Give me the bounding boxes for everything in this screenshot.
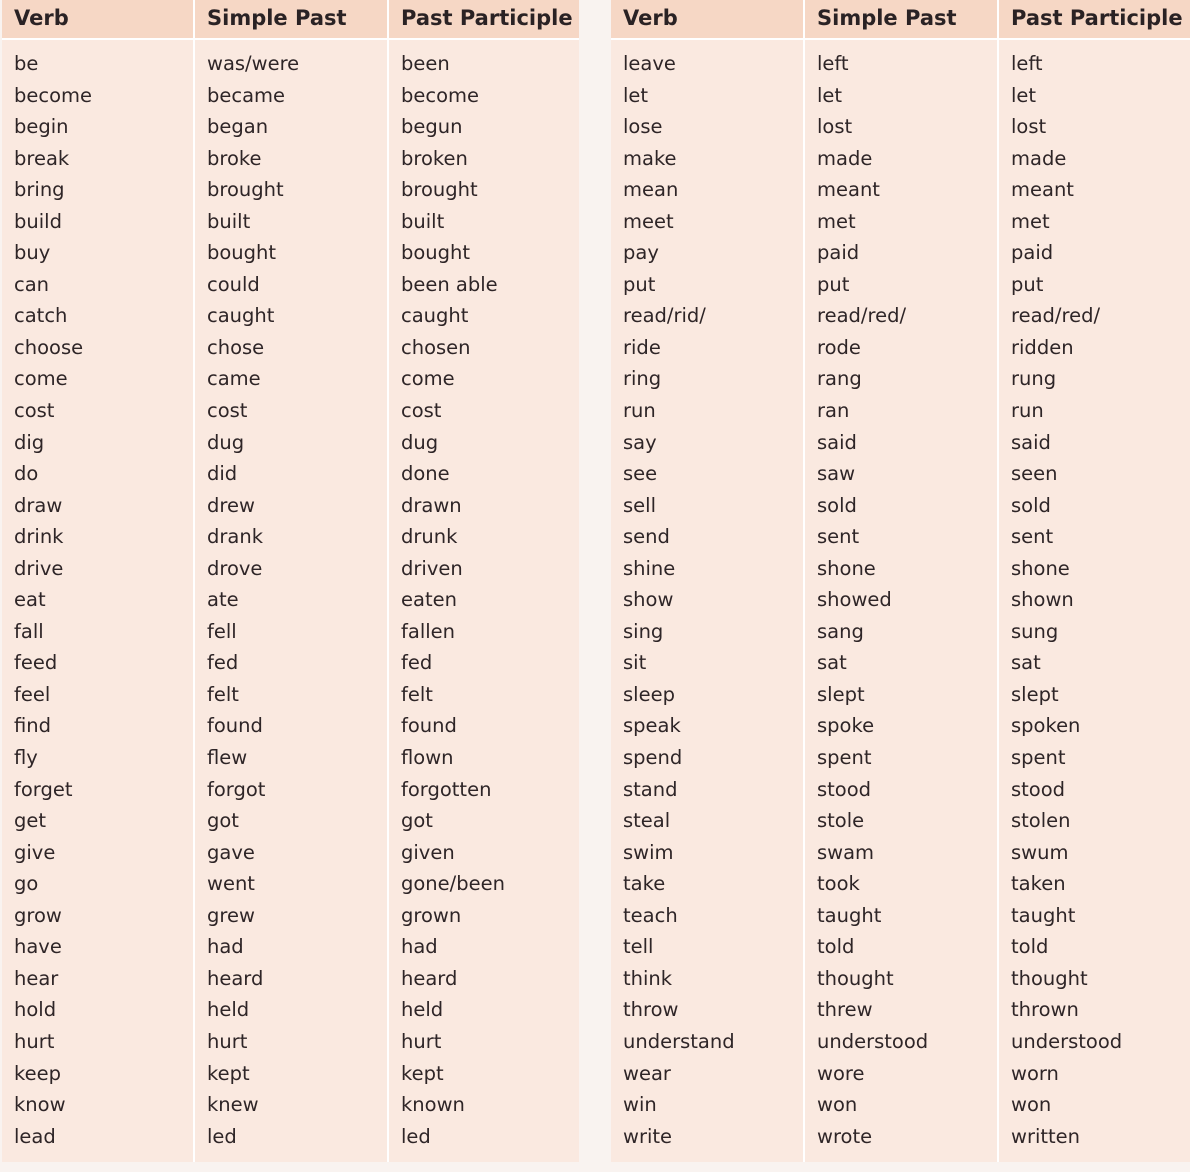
table-cell: rung — [1011, 367, 1057, 391]
table-cell: rode — [817, 335, 861, 359]
table-cell: fed — [401, 651, 433, 675]
table-cell: do — [14, 462, 39, 486]
table-cell: hurt — [401, 1029, 442, 1053]
table-cell: sit — [623, 651, 647, 675]
table-cell: kept — [207, 1061, 250, 1085]
table-cell: sold — [817, 493, 857, 517]
table-cell: drunk — [401, 525, 458, 549]
table-cell: fly — [14, 746, 38, 770]
table-cell: gave — [207, 840, 255, 864]
table-cell: did — [207, 462, 238, 486]
table-cell: said — [817, 430, 857, 454]
table-cell: drawn — [401, 493, 462, 517]
table-cell: worn — [1011, 1061, 1059, 1085]
table-cell: forget — [14, 777, 73, 801]
table-cell: take — [623, 872, 666, 896]
table-cell: throw — [623, 998, 679, 1022]
table-cell: thrown — [1011, 998, 1079, 1022]
table-cell: wear — [623, 1061, 671, 1085]
table-cell: been — [401, 52, 450, 75]
table-cell: fallen — [401, 619, 456, 643]
table-cell: found — [207, 714, 263, 738]
table-cell: taught — [817, 903, 882, 927]
table-cell: show — [623, 588, 674, 612]
table-cell: stolen — [1011, 809, 1071, 833]
table-cell: slept — [1011, 682, 1059, 706]
table-cell: feed — [14, 651, 58, 675]
table-cell: hurt — [14, 1029, 55, 1053]
table-cell: find — [14, 714, 52, 738]
table-cell: get — [14, 809, 47, 833]
table-cell: paid — [1011, 241, 1054, 265]
table-cell: broke — [207, 146, 262, 170]
table-cell: let — [623, 83, 649, 107]
table-cell: known — [401, 1093, 465, 1117]
table-cell: grew — [207, 903, 255, 927]
table-cell: won — [1011, 1093, 1052, 1117]
table-cell: shone — [1011, 556, 1070, 580]
table-cell: let — [1011, 83, 1037, 107]
table-cell: stand — [623, 777, 678, 801]
table-cell: seen — [1011, 462, 1058, 486]
table-cell: let — [817, 83, 843, 107]
table-cell: know — [14, 1093, 66, 1117]
table-cell: ate — [207, 588, 239, 612]
table-cell: put — [623, 272, 656, 296]
table-cell: sent — [817, 525, 860, 549]
table-cell: drew — [207, 493, 255, 517]
table-cell: was/were — [207, 52, 300, 75]
table-cell: make — [623, 146, 677, 170]
table-cell: sold — [1011, 493, 1051, 517]
table-cell: chose — [207, 335, 265, 359]
table-cell: begun — [401, 115, 463, 139]
table-cell: choose — [14, 335, 84, 359]
table-cell: done — [401, 462, 450, 486]
table-cell: send — [623, 525, 670, 549]
table-cell: heard — [207, 966, 264, 990]
table-cell: write — [623, 1124, 673, 1148]
table-cell: taken — [1011, 872, 1066, 896]
table-cell: understand — [623, 1029, 735, 1053]
table-cell: sat — [817, 651, 847, 675]
table-cell: stole — [817, 809, 865, 833]
table-cell: understood — [1011, 1029, 1123, 1053]
table-cell: meant — [1011, 178, 1074, 202]
table-cell: paid — [817, 241, 860, 265]
table-cell: been able — [401, 272, 498, 296]
table-cell: read/red/ — [817, 304, 907, 328]
table-cell: eat — [14, 588, 46, 612]
table-cell: swim — [623, 840, 674, 864]
table-cell: be — [14, 52, 39, 75]
table-cell: hold — [14, 998, 57, 1022]
table-cell: tell — [623, 935, 654, 959]
table-cell: chosen — [401, 335, 471, 359]
column-header-verb: Verb — [2, 0, 193, 40]
table-cell: wrote — [817, 1124, 873, 1148]
table-cell: given — [401, 840, 455, 864]
table-cell: cost — [14, 399, 55, 423]
table-cell: showed — [817, 588, 892, 612]
table-cell: eaten — [401, 588, 457, 612]
table-cell: held — [401, 998, 444, 1022]
table-cell: become — [14, 83, 93, 107]
table-cell: threw — [817, 998, 873, 1022]
table-cell: met — [817, 209, 856, 233]
table-cell: stood — [817, 777, 872, 801]
table-cell: caught — [207, 304, 275, 328]
table-cell: fell — [207, 619, 237, 643]
column-header-simple-past: Simple Past — [805, 0, 997, 40]
table-cell: pay — [623, 241, 659, 265]
table-cell: built — [207, 209, 251, 233]
table-cell: rang — [817, 367, 862, 391]
table-cell: thought — [817, 966, 894, 990]
verb-list — [611, 40, 803, 1152]
table-cell: sung — [1011, 619, 1059, 643]
verb-list — [2, 40, 193, 1152]
table-cell: draw — [14, 493, 63, 517]
table-cell: got — [207, 809, 239, 833]
table-cell: lost — [817, 115, 853, 139]
table-cell: met — [1011, 209, 1050, 233]
table-cell: spent — [817, 746, 872, 770]
table-cell: mean — [623, 178, 679, 202]
table-cell: drive — [14, 556, 64, 580]
table-cell: swum — [1011, 840, 1069, 864]
table-cell: gone/been — [401, 872, 505, 896]
column-simple-past — [195, 0, 389, 1162]
table-cell: drank — [207, 525, 263, 549]
table-cell: swam — [817, 840, 875, 864]
table-cell: began — [207, 115, 269, 139]
table-cell: go — [14, 872, 39, 896]
table-cell: sat — [1011, 651, 1041, 675]
table-cell: bring — [14, 178, 65, 202]
table-cell: build — [14, 209, 62, 233]
table-cell: can — [14, 272, 50, 296]
table-cell: read/rid/ — [623, 304, 706, 328]
simple-past-list — [195, 40, 387, 1152]
table-cell: shone — [817, 556, 876, 580]
table-cell: written — [1011, 1124, 1081, 1148]
table-cell: lose — [623, 115, 663, 139]
table-cell: come — [14, 367, 68, 391]
table-cell: put — [1011, 272, 1044, 296]
table-cell: told — [1011, 935, 1049, 959]
table-cell: steal — [623, 809, 671, 833]
table-cell: run — [623, 399, 656, 423]
table-cell: broken — [401, 146, 468, 170]
table-cell: spoke — [817, 714, 875, 738]
table-cell: break — [14, 146, 70, 170]
column-header-simple-past: Simple Past — [195, 0, 387, 40]
table-cell: lost — [1011, 115, 1047, 139]
table-cell: drove — [207, 556, 263, 580]
table-cell: ran — [817, 399, 850, 423]
table-cell: went — [207, 872, 255, 896]
table-cell: read/red/ — [1011, 304, 1101, 328]
table-cell: built — [401, 209, 445, 233]
column-header-past-participle: Past Participle — [389, 0, 579, 40]
table-cell: made — [1011, 146, 1067, 170]
table-cell: dig — [14, 430, 45, 454]
table-cell: wore — [817, 1061, 865, 1085]
table-cell: grow — [14, 903, 62, 927]
table-cell: give — [14, 840, 56, 864]
table-cell: led — [401, 1124, 431, 1148]
past-participle-list — [389, 40, 579, 1152]
table-cell: hear — [14, 966, 59, 990]
table-cell: kept — [401, 1061, 444, 1085]
table-cell: made — [817, 146, 873, 170]
table-cell: flew — [207, 746, 248, 770]
table-cell: said — [1011, 430, 1051, 454]
table-cell: got — [401, 809, 433, 833]
table-cell: ride — [623, 335, 661, 359]
table-cell: brought — [207, 178, 284, 202]
column-simple-past — [805, 0, 999, 1162]
table-cell: begin — [14, 115, 69, 139]
column-header-past-participle: Past Participle — [999, 0, 1190, 40]
table-cell: spoken — [1011, 714, 1081, 738]
table-cell: had — [207, 935, 244, 959]
table-cell: buy — [14, 241, 51, 265]
table-cell: found — [401, 714, 457, 738]
table-cell: bought — [207, 241, 277, 265]
table-cell: feel — [14, 682, 51, 706]
column-past-participle — [999, 0, 1190, 1162]
table-cell: come — [401, 367, 455, 391]
table-cell: shine — [623, 556, 676, 580]
table-cell: left — [1011, 52, 1043, 75]
verb-table-left — [2, 0, 579, 1162]
table-cell: saw — [817, 462, 856, 486]
table-cell: stood — [1011, 777, 1066, 801]
table-cell: drink — [14, 525, 64, 549]
table-cell: caught — [401, 304, 469, 328]
table-cell: felt — [207, 682, 239, 706]
simple-past-list — [805, 40, 997, 1152]
table-cell: catch — [14, 304, 68, 328]
table-cell: sent — [1011, 525, 1054, 549]
table-cell: say — [623, 430, 657, 454]
table-cell: win — [623, 1093, 657, 1117]
table-cell: driven — [401, 556, 463, 580]
table-cell: become — [401, 83, 480, 107]
table-cell: fed — [207, 651, 239, 675]
verb-table-right — [611, 0, 1190, 1162]
table-cell: thought — [1011, 966, 1088, 990]
table-cell: hurt — [207, 1029, 248, 1053]
table-cell: dug — [401, 430, 439, 454]
table-cell: had — [401, 935, 438, 959]
table-cell: came — [207, 367, 261, 391]
table-cell: teach — [623, 903, 678, 927]
table-cell: forgotten — [401, 777, 492, 801]
table-cell: led — [207, 1124, 237, 1148]
table-cell: taught — [1011, 903, 1076, 927]
column-header-verb: Verb — [611, 0, 803, 40]
table-cell: could — [207, 272, 260, 296]
table-cell: took — [817, 872, 860, 896]
table-cell: meant — [817, 178, 880, 202]
table-cell: held — [207, 998, 250, 1022]
table-cell: ring — [623, 367, 662, 391]
table-cell: ridden — [1011, 335, 1074, 359]
table-cell: shown — [1011, 588, 1074, 612]
table-cell: see — [623, 462, 658, 486]
table-cell: sleep — [623, 682, 675, 706]
table-cell: keep — [14, 1061, 61, 1085]
table-cell: spend — [623, 746, 683, 770]
table-cell: think — [623, 966, 673, 990]
table-cell: bought — [401, 241, 471, 265]
table-cell: grown — [401, 903, 462, 927]
table-cell: meet — [623, 209, 674, 233]
table-cell: heard — [401, 966, 458, 990]
table-cell: slept — [817, 682, 865, 706]
table-cell: cost — [401, 399, 442, 423]
column-verb — [2, 0, 195, 1162]
past-participle-list — [999, 40, 1190, 1152]
table-cell: put — [817, 272, 850, 296]
table-cell: sing — [623, 619, 664, 643]
table-cell: fall — [14, 619, 44, 643]
table-cell: knew — [207, 1093, 259, 1117]
table-cell: left — [817, 52, 849, 75]
table-cell: speak — [623, 714, 681, 738]
column-verb — [611, 0, 805, 1162]
column-past-participle — [389, 0, 579, 1162]
table-cell: sell — [623, 493, 656, 517]
table-cell: leave — [623, 52, 676, 75]
table-cell: won — [817, 1093, 858, 1117]
table-cell: understood — [817, 1029, 929, 1053]
table-cell: told — [817, 935, 855, 959]
table-cell: dug — [207, 430, 245, 454]
table-cell: spent — [1011, 746, 1066, 770]
table-cell: forgot — [207, 777, 266, 801]
table-cell: became — [207, 83, 286, 107]
table-cell: flown — [401, 746, 454, 770]
table-cell: have — [14, 935, 62, 959]
table-cell: run — [1011, 399, 1044, 423]
table-cell: cost — [207, 399, 248, 423]
table-cell: brought — [401, 178, 478, 202]
table-cell: lead — [14, 1124, 56, 1148]
table-cell: sang — [817, 619, 864, 643]
table-cell: felt — [401, 682, 433, 706]
